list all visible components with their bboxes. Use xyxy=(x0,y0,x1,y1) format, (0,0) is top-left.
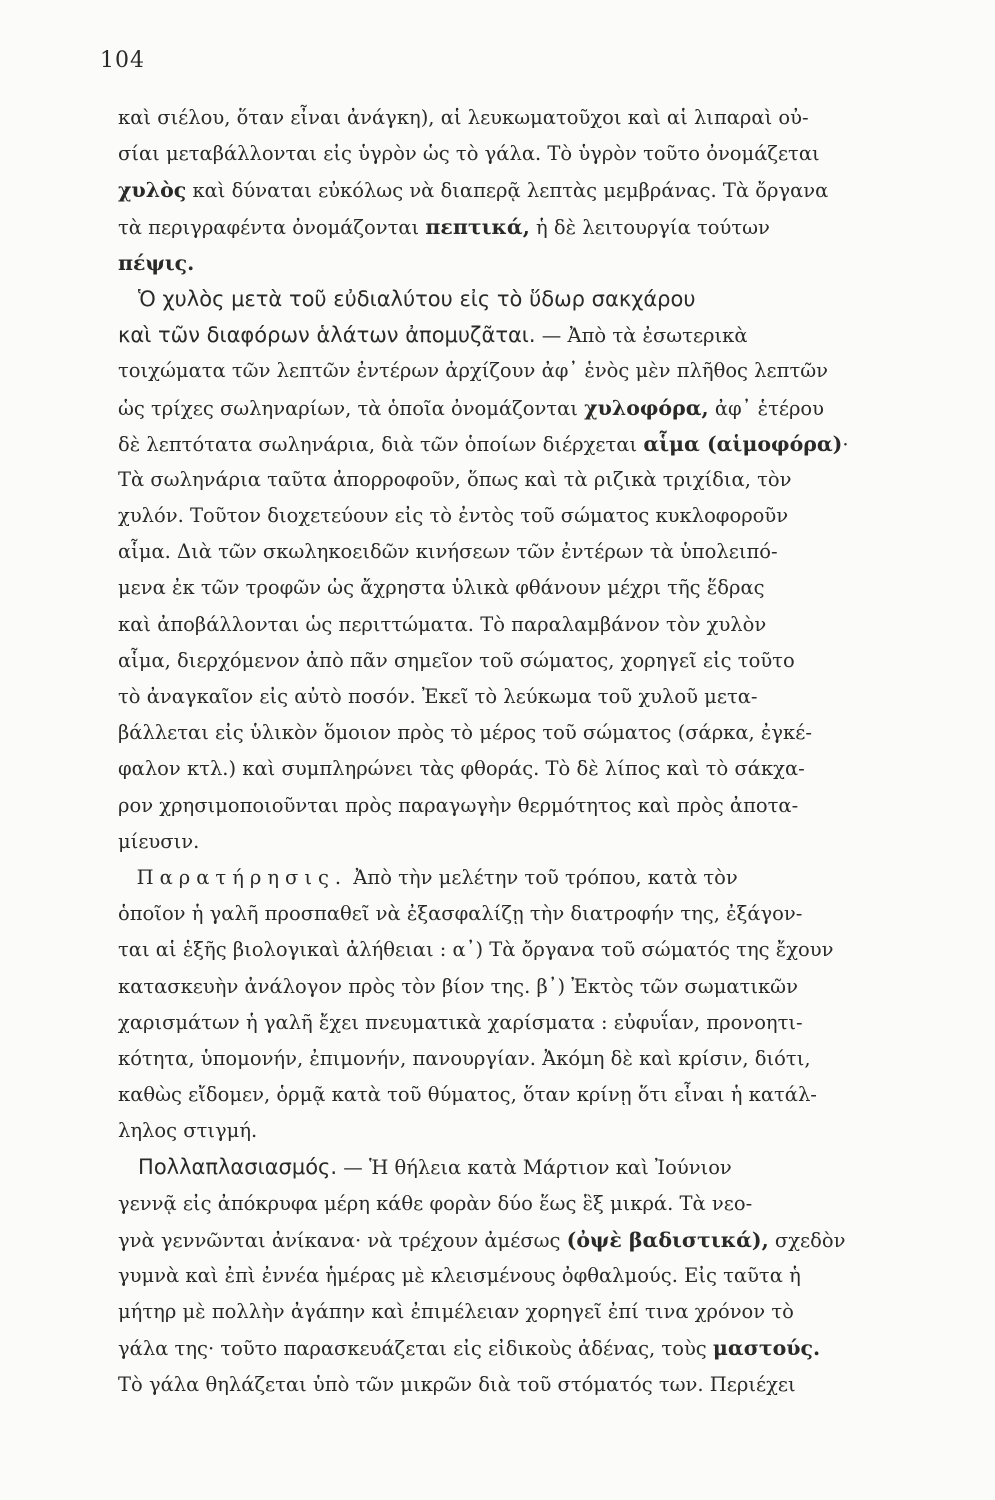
text-span: καὶ ἀποβάλλονται ὡς περιττώματα. Τὸ παραλαμβάνον τὸν χυλὸν xyxy=(118,612,767,636)
text-span: φαλον κτλ.) καὶ συμπληρώνει τὰς φθοράς. Τὸ δὲ λίπος καὶ τὸ σάκχα- xyxy=(118,757,805,781)
text-line xyxy=(118,1186,963,1222)
text-span: Τὰ σωληνάρια ταῦτα ἀπορροφοῦν, ὅπως καὶ τὰ ριζικὰ τριχίδια, τὸν xyxy=(118,467,792,491)
section-heading: Ὁ χυλὸς μετὰ τοῦ εὐδιαλύτου εἰς τὸ ὕδωρ σακχάρου xyxy=(118,286,696,311)
text-line xyxy=(118,896,963,932)
text-span: σχεδὸν xyxy=(768,1228,846,1252)
text-span: γεννᾷ εἰς ἀπόκρυφα μέρη κάθε φορὰν δύο ἕως ἓξ μικρά. Τὰ νεο- xyxy=(118,1191,753,1215)
text-span: · xyxy=(842,432,849,456)
text-span: καὶ δύναται εὐκόλως νὰ διαπερᾷ λεπτὰς μεμβράνας. Τὰ ὄργανα xyxy=(186,179,829,203)
text-line xyxy=(118,426,963,462)
text-span: μενα ἐκ τῶν τροφῶν ὡς ἄχρηστα ὑλικὰ φθάνουν μέχρι τῆς ἕδρας xyxy=(118,576,765,600)
text-line xyxy=(118,643,963,679)
text-line xyxy=(118,1113,963,1149)
text-span: τὸ ἀναγκαῖον εἰς αὐτὸ ποσόν. Ἐκεῖ τὸ λεύκωμα τοῦ χυλοῦ μετα- xyxy=(118,685,758,708)
text-line xyxy=(118,607,963,643)
text-line xyxy=(118,1222,963,1258)
text-span xyxy=(118,866,137,889)
body-text xyxy=(118,100,963,1403)
text-span: κότητα, ὑπομονήν, ἐπιμονήν, πανουργίαν. Ἀκόμη δὲ καὶ κρίσιν, διότι, xyxy=(118,1046,811,1070)
text-line xyxy=(118,1005,963,1041)
text-line xyxy=(118,1077,963,1113)
text-span: βάλλεται εἰς ὑλικὸν ὅμοιον πρὸς τὸ μέρος τοῦ σώματος (σάρκα, ἐγκέ- xyxy=(118,721,812,745)
text-span: τοιχώματα τῶν λεπτῶν ἐντέρων ἀρχίζουν ἀφ᾿ ἑνὸς μὲν πλῆθος λεπτῶν xyxy=(118,359,828,383)
text-line xyxy=(118,824,963,860)
text-line xyxy=(118,1294,963,1330)
bold-term: αἷμα (αἱμοφόρα) xyxy=(643,431,843,456)
text-span: ληλος στιγμή. xyxy=(118,1119,258,1143)
bold-term: πέψις. xyxy=(118,250,195,275)
text-line xyxy=(118,1149,963,1185)
text-span: ται αἱ ἑξῆς βιολογικαὶ ἀλήθειαι : α᾿) Τὰ ὄργανα τοῦ σώματός της ἔχουν xyxy=(118,938,834,962)
text-span: γνὰ γεννῶνται ἀνίκανα· νὰ τρέχουν ἀμέσως xyxy=(118,1228,567,1252)
text-line xyxy=(118,534,963,570)
text-line xyxy=(118,1258,963,1294)
text-span: αἷμα, διερχόμενον ἀπὸ πᾶν σημεῖον τοῦ σώματος, χορηγεῖ εἰς τοῦτο xyxy=(118,648,795,672)
bold-term: χυλὸς xyxy=(118,178,187,203)
text-line xyxy=(118,100,963,136)
text-span: Τὸ γάλα θηλάζεται ὑπὸ τῶν μικρῶν διὰ τοῦ στόματός των. Περιέχει xyxy=(118,1372,796,1396)
text-line xyxy=(118,570,963,606)
text-line xyxy=(118,715,963,751)
text-span: καθὼς εἴδομεν, ὁρμᾷ κατὰ τοῦ θύματος, ὅταν κρίνῃ ὅτι εἶναι ἡ κατάλ- xyxy=(118,1083,817,1107)
text-line xyxy=(118,498,963,534)
text-line xyxy=(118,245,963,281)
text-line xyxy=(118,751,963,787)
text-span: Ἀπὸ τὴν μελέτην τοῦ τρόπου, κατὰ τὸν xyxy=(347,865,738,889)
text-line xyxy=(118,1330,963,1366)
text-line xyxy=(118,317,963,353)
text-line xyxy=(118,136,963,172)
text-span: γάλα της· τοῦτο παρασκευάζεται εἰς εἰδικοὺς ἀδένας, τοὺς xyxy=(118,1337,713,1361)
text-span: ὡς τρίχες σωληναρίων, τὰ ὁποῖα ὀνομάζονται xyxy=(118,396,585,420)
section-heading: καὶ τῶν διαφόρων ἁλάτων ἀπομυζᾶται. xyxy=(118,323,536,348)
section-heading: Πολλαπλασιασμός. xyxy=(118,1155,338,1180)
text-span: γυμνὰ καὶ ἐπὶ ἐννέα ἡμέρας μὲ κλεισμένους ὀφθαλμούς. Εἰς ταῦτα ἡ xyxy=(118,1264,801,1287)
text-span: χυλόν. Τοῦτον διοχετεύουν εἰς τὸ ἐντὸς τοῦ σώματος κυκλοφοροῦν xyxy=(118,504,789,528)
text-span: Παρατήρησις. xyxy=(136,865,348,889)
text-line xyxy=(118,209,963,245)
text-span: ρον χρησιμοποιοῦνται πρὸς παραγωγὴν θερμότητος καὶ πρὸς ἀποτα- xyxy=(118,793,799,817)
text-span: — Ἀπὸ τὰ ἐσωτερικὰ xyxy=(535,324,748,348)
text-line xyxy=(118,1367,963,1403)
text-span: χαρισμάτων ἡ γαλῆ ἔχει πνευματικὰ χαρίσματα : εὐφυΐαν, προνοητι- xyxy=(118,1010,803,1034)
text-line xyxy=(118,860,963,896)
text-line xyxy=(118,679,963,715)
text-span: τὰ περιγραφέντα ὀνομάζονται xyxy=(118,215,426,239)
text-span: μήτηρ μὲ πολλὴν ἀγάπην καὶ ἐπιμέλειαν χορηγεῖ ἐπί τινα χρόνον τὸ xyxy=(118,1300,794,1324)
text-span: — Ἡ θήλεια κατὰ Μάρτιον καὶ Ἰούνιον xyxy=(337,1156,732,1180)
bold-term: χυλοφόρα, xyxy=(584,395,709,420)
text-span: σίαι μεταβάλλονται εἰς ὑγρὸν ὡς τὸ γάλα. Τὸ ὑγρὸν τοῦτο ὀνομάζεται xyxy=(118,142,820,166)
text-line xyxy=(118,969,963,1005)
text-span: καὶ σιέλου, ὅταν εἶναι ἀνάγκη), αἱ λευκωματοῦχοι καὶ αἱ λιπαραὶ οὐ- xyxy=(118,106,809,129)
text-span: ὁποῖον ἡ γαλῆ προσπαθεῖ νὰ ἐξασφαλίζῃ τὴν διατροφήν της, ἐξάγον- xyxy=(118,902,803,926)
text-span: μίευσιν. xyxy=(118,829,200,853)
text-span: ἡ δὲ λειτουργία τούτων xyxy=(529,215,770,239)
text-line xyxy=(118,172,963,208)
text-span: αἷμα. Διὰ τῶν σκωληκοειδῶν κινήσεων τῶν ἐντέρων τὰ ὑπολειπό- xyxy=(118,540,778,564)
bold-term: μαστούς. xyxy=(712,1336,821,1361)
text-span: δὲ λεπτότατα σωληνάρια, διὰ τῶν ὁποίων διέρχεται xyxy=(118,432,644,456)
text-line xyxy=(118,1041,963,1077)
bold-term: πεπτικά, xyxy=(425,214,530,239)
text-line xyxy=(118,353,963,389)
text-span: κατασκευὴν ἀνάλογον πρὸς τὸν βίον της. β᾿) Ἐκτὸς τῶν σωματικῶν xyxy=(118,974,798,998)
text-line xyxy=(118,932,963,968)
text-span: ἀφ᾿ ἑτέρου xyxy=(708,396,825,420)
text-line xyxy=(118,281,963,317)
bold-term: (ὀψὲ βαδιστικά), xyxy=(566,1227,769,1252)
page-number: 104 xyxy=(100,48,145,73)
text-line xyxy=(118,390,963,426)
text-line xyxy=(118,788,963,824)
text-line xyxy=(118,462,963,498)
